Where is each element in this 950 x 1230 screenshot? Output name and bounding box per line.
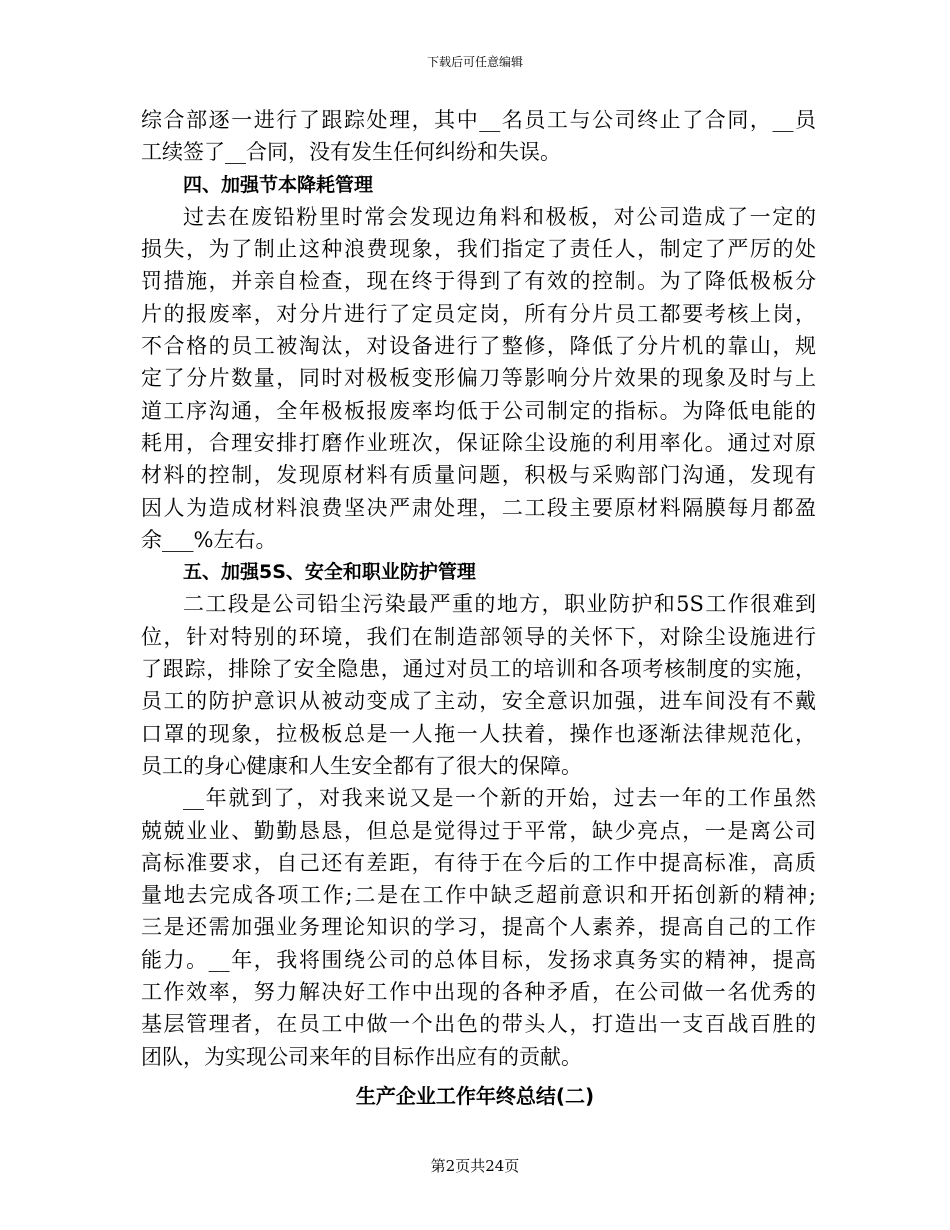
text-line: 过去在废铅粉里时常会发现边角料和极板，对公司造成了一定的 — [183, 204, 816, 229]
text-line: __年就到了，对我来说又是一个新的开始，过去一年的工作虽然 — [183, 786, 816, 811]
text-line: 二工段是公司铅尘污染最严重的地方，职业防护和5S工作很难到 — [183, 592, 816, 617]
section-heading: 四、加强节本降耗管理 — [183, 173, 374, 196]
text-line: 量地去完成各项工作;二是在工作中缺乏超前意识和开拓创新的精神; — [141, 883, 816, 908]
text-line: 能力。__年，我将围绕公司的总体目标，发扬求真务实的精神，提高 — [141, 947, 816, 972]
text-line: 道工序沟通，全年极板报废率均低于公司制定的指标。为降低电能的 — [141, 398, 816, 423]
text-line: 兢兢业业、勤勤恳恳，但总是觉得过于平常，缺少亮点，一是离公司 — [141, 818, 816, 843]
text-line: 不合格的员工被淘汰，对设备进行了整修，降低了分片机的靠山，规 — [141, 334, 816, 359]
text-line: 耗用，合理安排打磨作业班次，保证除尘设施的利用率化。通过对原 — [141, 430, 816, 455]
text-line: 高标准要求，自己还有差距，有待于在今后的工作中提高标准，高质 — [141, 850, 816, 875]
text-line: 工续签了__合同，没有发生任何纠纷和失误。 — [141, 140, 561, 165]
page-header: 下载后可任意编辑 — [426, 55, 523, 69]
text-line: 定了分片数量，同时对极板变形偏刀等影响分片效果的现象及时与上 — [141, 366, 816, 391]
text-line: 团队，为实现公司来年的目标作出应有的贡献。 — [141, 1044, 582, 1069]
text-line: 因人为造成材料浪费坚决严肃处理，二工段主要原材料隔膜每月都盈 — [141, 495, 816, 520]
document-body — [141, 104, 816, 1073]
text-line: 材料的控制，发现原材料有质量问题，积极与采购部门沟通，发现有 — [141, 463, 816, 488]
text-line: 损失，为了制止这种浪费现象，我们指定了责任人，制定了严厉的处 — [141, 237, 816, 262]
text-line: 员工的防护意识从被动变成了主动，安全意识加强，进车间没有不戴 — [141, 689, 816, 714]
text-line: 了跟踪，排除了安全隐患，通过对员工的培训和各项考核制度的实施， — [141, 657, 816, 682]
text-line: 工作效率，努力解决好工作中出现的各种矛盾，在公司做一名优秀的 — [141, 980, 816, 1005]
text-line: 余___%左右。 — [141, 527, 277, 552]
text-line: 基层管理者，在员工中做一个出色的带头人，打造出一支百战百胜的 — [141, 1012, 816, 1037]
text-line: 三是还需加强业务理论知识的学习，提高个人素养，提高自己的工作 — [141, 915, 816, 940]
text-line: 综合部逐一进行了跟踪处理，其中__名员工与公司终止了合同，__员 — [141, 108, 816, 132]
text-line: 口罩的现象，拉极板总是一人拖一人扶着，操作也逐渐法律规范化， — [141, 721, 816, 746]
page-footer: 第2页共24页 — [430, 1157, 520, 1175]
text-line: 员工的身心健康和人生安全都有了很大的保障。 — [141, 753, 582, 778]
text-line: 罚措施，并亲自检查，现在终于得到了有效的控制。为了降低极板分 — [141, 269, 816, 294]
text-line: 位，针对特别的环境，我们在制造部领导的关怀下，对除尘设施进行 — [141, 624, 816, 649]
text-line: 片的报废率，对分片进行了定员定岗，所有分片员工都要考核上岗， — [141, 301, 816, 326]
section-title: 生产企业工作年终总结(二) — [355, 1084, 595, 1108]
section-heading: 五、加强5S、安全和职业防护管理 — [183, 561, 476, 584]
